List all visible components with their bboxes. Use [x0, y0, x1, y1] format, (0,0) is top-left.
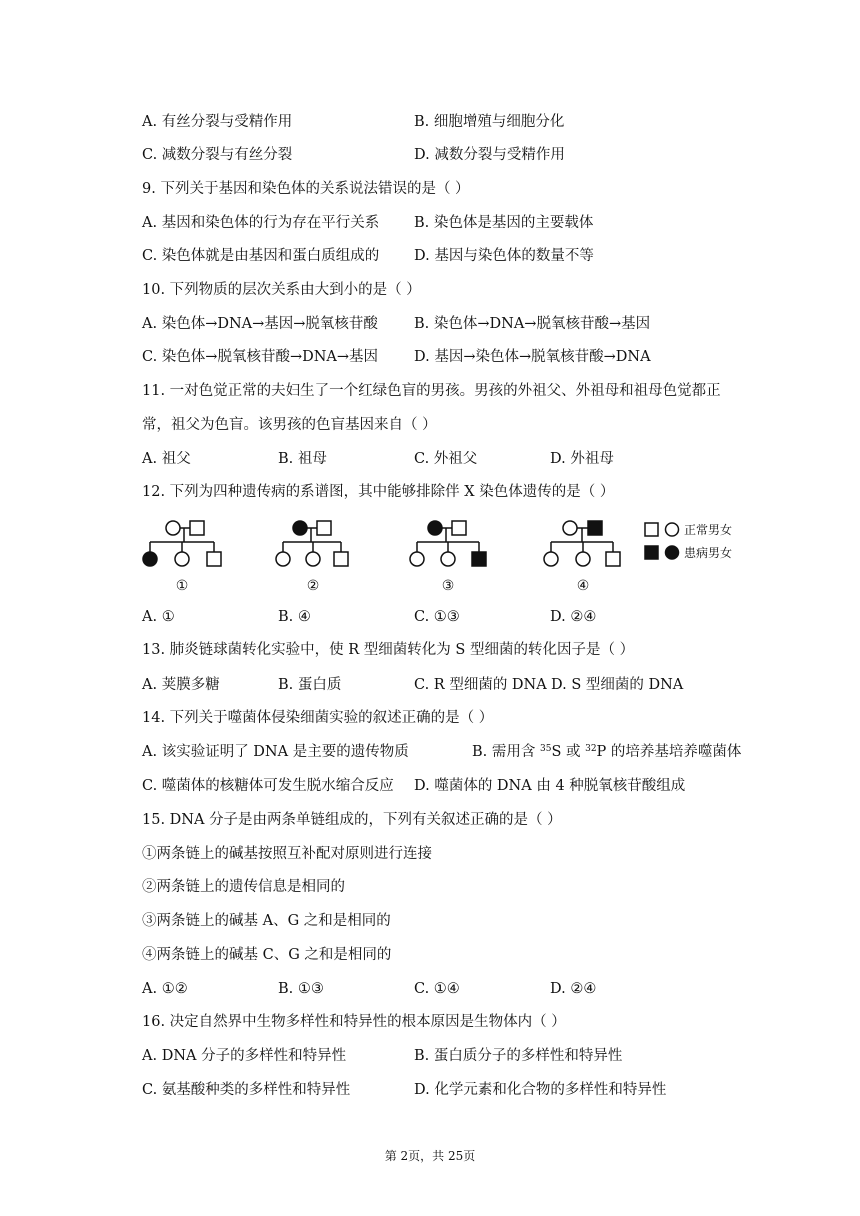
q14-option-d: D. 噬菌体的 DNA 由 4 种脱氧核苷酸组成: [414, 778, 686, 794]
q14-option-c: C. 噬菌体的核糖体可发生脱水缩合反应: [142, 778, 394, 794]
q13-option-b: B. 蛋白质: [278, 677, 342, 693]
legend-affected-female: [666, 546, 679, 559]
pedigree-4: [544, 521, 620, 566]
q8-option-b: B. 细胞增殖与细胞分化: [414, 114, 565, 130]
q16-option-a: A. DNA 分子的多样性和特异性: [142, 1048, 347, 1064]
pedigree-3-father: [452, 521, 466, 535]
q11-option-c: C. 外祖父: [414, 451, 478, 467]
q11-option-a: A. 祖父: [142, 451, 191, 467]
pedigree-label-3: ③: [441, 578, 455, 594]
q16-stem: 16. 决定自然界中生物多样性和特异性的根本原因是生物体内（ ）: [142, 1014, 566, 1030]
pedigree-2-affected-mother: [293, 521, 307, 535]
q12-stem: 12. 下列为四种遗传病的系谱图，其中能够排除伴 X 染色体遗传的是（ ）: [142, 484, 615, 500]
legend-normal-label: 正常男女: [684, 523, 733, 537]
q9-option-a: A. 基因和染色体的行为存在平行关系: [142, 215, 380, 231]
q10-option-b: B. 染色体→DNA→脱氧核苷酸→基因: [414, 316, 651, 332]
q12-option-d: D. ②④: [550, 609, 597, 625]
q13-option-c: C. R 型细菌的 DNA: [414, 677, 547, 693]
pedigree-4-daughter-2: [576, 552, 590, 566]
pedigree-label-4: ④: [576, 578, 590, 594]
pedigree-2-daughter-2: [306, 552, 320, 566]
q10-stem: 10. 下列物质的层次关系由大到小的是（ ）: [142, 282, 421, 298]
legend-affected-male: [645, 546, 658, 559]
q15-option-a: A. ①②: [142, 981, 188, 997]
pedigree-4-mother: [563, 521, 577, 535]
q15-statement-3: ③两条链上的碱基 A、G 之和是相同的: [142, 913, 391, 929]
pedigree-1-son: [207, 552, 221, 566]
q15-stem: 15. DNA 分子是由两条单链组成的，下列有关叙述正确的是（ ）: [142, 812, 562, 828]
q9-option-b: B. 染色体是基因的主要载体: [414, 215, 594, 231]
q10-option-c: C. 染色体→脱氧核苷酸→DNA→基因: [142, 349, 379, 365]
pedigree-3-daughter-1: [410, 552, 424, 566]
pedigree-1-father: [190, 521, 204, 535]
q16-option-d: D. 化学元素和化合物的多样性和特异性: [414, 1082, 667, 1098]
pedigree-2-daughter-1: [276, 552, 290, 566]
pedigree-3-affected-mother: [428, 521, 442, 535]
q8-option-d: D. 减数分裂与受精作用: [414, 147, 565, 163]
q13-stem: 13. 肺炎链球菌转化实验中，使 R 型细菌转化为 S 型细菌的转化因子是（ ）: [142, 642, 635, 658]
legend-affected-label: 患病男女: [684, 546, 733, 560]
q13-option-d: D. S 型细菌的 DNA: [551, 677, 684, 693]
pedigree-4-affected-father: [588, 521, 602, 535]
q15-option-b: B. ①③: [278, 981, 324, 997]
pedigree-legend: [645, 523, 679, 559]
pedigree-1-mother: [166, 521, 180, 535]
pedigree-1-affected-daughter: [143, 552, 157, 566]
page-number-footer: 第 2页，共 25页: [384, 1149, 476, 1163]
pedigree-2-father: [317, 521, 331, 535]
q9-stem: 9. 下列关于基因和染色体的关系说法错误的是（ ）: [142, 181, 470, 197]
q16-option-c: C. 氨基酸种类的多样性和特异性: [142, 1082, 351, 1098]
q16-option-b: B. 蛋白质分子的多样性和特异性: [414, 1048, 623, 1064]
q12-option-a: A. ①: [142, 609, 175, 625]
pedigree-1-daughter: [175, 552, 189, 566]
q8-option-c: C. 减数分裂与有丝分裂: [142, 147, 293, 163]
q12-option-c: C. ①③: [414, 609, 460, 625]
q9-option-d: D. 基因与染色体的数量不等: [414, 248, 594, 264]
pedigree-3-daughter-2: [441, 552, 455, 566]
q15-statement-1: ①两条链上的碱基按照互补配对原则进行连接: [142, 846, 432, 862]
q10-option-a: A. 染色体→DNA→基因→脱氧核苷酸: [142, 316, 378, 332]
pedigree-label-1: ①: [175, 578, 189, 594]
q14-option-a: A. 该实验证明了 DNA 是主要的遗传物质: [142, 744, 409, 760]
q11-option-d: D. 外祖母: [550, 451, 614, 467]
pedigree-figure: [138, 512, 778, 596]
q10-option-d: D. 基因→染色体→脱氧核苷酸→DNA: [414, 349, 651, 365]
legend-normal-female: [666, 523, 679, 536]
pedigree-1: [143, 521, 221, 566]
q11-stem-line2: 常，祖父为色盲。该男孩的色盲基因来自（ ）: [142, 417, 437, 433]
q13-option-a: A. 荚膜多糖: [142, 677, 220, 693]
q14-stem: 14. 下列关于噬菌体侵染细菌实验的叙述正确的是（ ）: [142, 710, 494, 726]
q15-option-d: D. ②④: [550, 981, 597, 997]
q11-option-b: B. 祖母: [278, 451, 327, 467]
legend-normal-male: [645, 523, 658, 536]
pedigree-2-son: [334, 552, 348, 566]
pedigree-3: [410, 521, 486, 566]
pedigree-label-2: ②: [306, 578, 320, 594]
q15-option-c: C. ①④: [414, 981, 460, 997]
q12-option-b: B. ④: [278, 609, 311, 625]
pedigree-3-affected-son: [472, 552, 486, 566]
q11-stem-line1: 11. 一对色觉正常的夫妇生了一个红绿色盲的男孩。男孩的外祖父、外祖母和祖母色觉都正: [142, 383, 721, 399]
pedigree-2: [276, 521, 348, 566]
pedigree-4-daughter-1: [544, 552, 558, 566]
q15-statement-2: ②两条链上的遗传信息是相同的: [142, 879, 345, 895]
q15-statement-4: ④两条链上的碱基 C、G 之和是相同的: [142, 947, 392, 963]
q14-option-b: B. 需用含 $^{35}$S 或 $^{32}$P 的培养基培养噬菌体: [472, 744, 742, 760]
q9-option-c: C. 染色体就是由基因和蛋白质组成的: [142, 248, 380, 264]
q8-option-a: A. 有丝分裂与受精作用: [142, 114, 293, 130]
pedigree-4-son: [606, 552, 620, 566]
